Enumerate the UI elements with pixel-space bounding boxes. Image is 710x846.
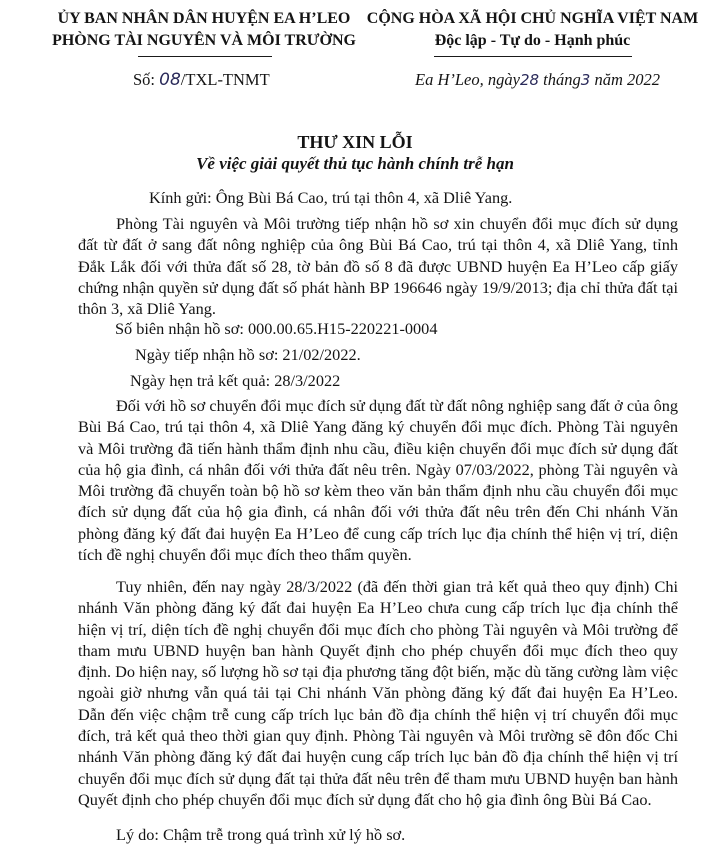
document-subtitle: Về việc giải quyết thủ tục hành chính trễ hạn [196, 154, 514, 173]
date-year: năm 2022 [594, 70, 660, 89]
paragraph-2: Đối với hồ sơ chuyển đổi mục đích sử dụng đất từ đất nông nghiệp sang đất ở của ông Bùi Bá Cao, trú tại thôn 4, xã Dliê Yang đăng ký chuyển đổi mục đích. Phòng Tài nguyên và Môi trường đã tiến hành thẩm định nhu cầu, điều kiện chuyển đổi mục đích sử dụng đất của hộ gia đình, cá nhân đối với thửa đất nêu trên. Ngày 07/03/2022, phòng Tài nguyên và Môi trường đã chuyển toàn bộ hồ sơ kèm theo văn bản thẩm định nhu cầu chuyển đổi mục đích sử dụng đất của hộ gia đình, cá nhân đối với thửa đất nêu trên đến Chi nhánh Văn phòng đăng ký đất đai huyện Ea H’Leo để cung cấp trích lục địa chính thể hiện vị trí, diện tích đề nghị chuyển đổi mục đích theo thẩm quyền. [78, 396, 678, 565]
national-title: CỘNG HÒA XÃ HỘI CHỦ NGHĨA VIỆT NAM [366, 10, 699, 27]
paragraph-3: Tuy nhiên, đến nay ngày 28/3/2022 (đã đến thời gian trả kết quả theo quy định) Chi nhánh Văn phòng đăng ký đất đai huyện Ea H’Leo chưa cung cấp trích lục địa chính thể hiện vị trí, diện tích đề nghị chuyển đổi mục đích cho phòng Tài nguyên và Môi trường để tham mưu UBND huyện ban hành Quyết định cho phép chuyển đổi mục đích theo quy định. Do hiện nay, số lượng hồ sơ tại địa phương tăng đột biến, mặc dù tăng cường làm việc ngoài giờ nhưng vẫn quá tải tại Chi nhánh Văn phòng đăng ký đất đai huyện Ea H’Leo. Dẫn đến việc chậm trễ cung cấp trích lục bản đồ địa chính thể hiện vị trí chuyển đổi mục đích, trả kết quả theo thời gian quy định. Phòng Tài nguyên và Môi trường sẽ đôn đốc Chi nhánh Văn phòng đăng ký đất đai huyện cung cấp trích lục bản đồ địa chính thể hiện vị trí chuyển đổi mục đích sử dụng đất tại thửa đất nêu trên để tham mưu UBND huyện ban hành Quyết định cho phép chuyển đổi mục đích sử dụng đất cho hộ gia đình ông Bùi Bá Cao. [78, 577, 678, 809]
agency-underline [138, 56, 272, 57]
document-title: THƯ XIN LỖI [297, 132, 413, 152]
motto-underline [434, 56, 632, 57]
doc-number-prefix: Số: [133, 70, 156, 89]
paragraph-1: Phòng Tài nguyên và Môi trường tiếp nhận hồ sơ xin chuyển đổi mục đích sử dụng đất từ đất ở sang đất nông nghiệp của ông Bùi Bá Cao, trú tại thôn 4, xã Dliê Yang, tỉnh Đắk Lắk đối với thửa đất số 28, tờ bản đồ số 8 đã được UBND huyện Ea H’Leo cấp giấy chứng nhận quyền sử dụng đất số phát hành BP 196646 ngày 19/9/2013; địa chỉ thửa đất tại thôn 3, xã Dliê Yang. [78, 214, 678, 319]
document-date [415, 70, 660, 90]
received-date: Ngày tiếp nhận hồ sơ: 21/02/2022. [135, 345, 361, 364]
due-date: Ngày hẹn trả kết quả: 28/3/2022 [130, 371, 341, 390]
document-number [133, 70, 270, 90]
doc-number-handwritten: 08 [159, 70, 181, 90]
date-month-handwritten: 3 [580, 71, 591, 89]
doc-number-suffix: /TXL-TNMT [180, 70, 270, 89]
date-day-handwritten: 28 [519, 71, 540, 89]
greeting: Kính gửi: Ông Bùi Bá Cao, trú tại thôn 4, xã Dliê Yang. [149, 188, 513, 207]
date-month-label: tháng [543, 70, 581, 89]
national-motto: Độc lập - Tự do - Hạnh phúc [434, 32, 631, 49]
agency-name: PHÒNG TÀI NGUYÊN VÀ MÔI TRƯỜNG [52, 32, 356, 49]
receipt-number: Số biên nhận hồ sơ: 000.00.65.H15-220221-0004 [115, 319, 438, 338]
agency-parent-name: ỦY BAN NHÂN DÂN HUYỆN EA H’LEO [57, 10, 351, 27]
date-prefix: Ea H’Leo, ngày [415, 70, 520, 89]
reason-line: Lý do: Chậm trễ trong quá trình xử lý hồ sơ. [116, 825, 406, 844]
